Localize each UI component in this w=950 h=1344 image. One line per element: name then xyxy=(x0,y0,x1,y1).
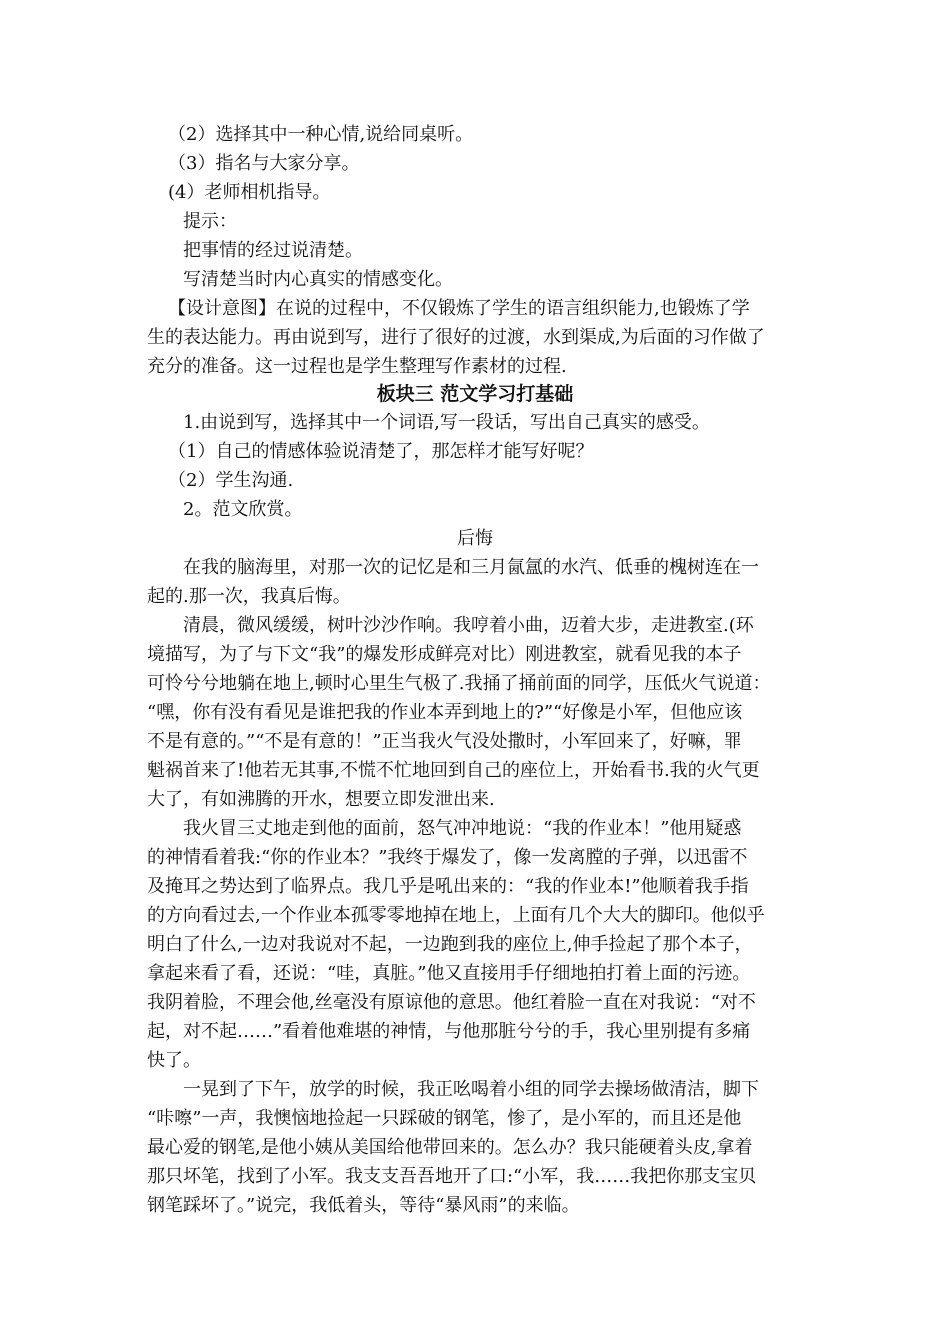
sub-step-1: （1）自己的情感体验说清楚了，那怎样才能写好呢？ xyxy=(168,441,594,462)
essay-paragraph-line: 拿起来看了看，还说：“哇，真脏。”他又直接用手仔细地拍打着上面的污迹。 xyxy=(147,963,751,984)
essay-paragraph-line: 不是有意的。”“不是有意的！”正当我火气没处撒时，小军回来了，好嘛，罪 xyxy=(147,731,742,752)
essay-paragraph-line: 及掩耳之势达到了临界点。我几乎是吼出来的：“我的作业本!”他顺着我手指 xyxy=(147,876,749,897)
essay-paragraph-line: 那只坏笔，找到了小军。我支支吾吾地开了口:“小军，我……我把你那支宝贝 xyxy=(147,1166,757,1187)
essay-paragraph-line: 在我的脑海里，对那一次的记忆是和三月氤氲的水汽、低垂的槐树连在一 xyxy=(183,557,759,578)
essay-paragraph-line: 快了。 xyxy=(147,1050,201,1071)
step-item-4: (4）老师相机指导。 xyxy=(168,182,331,203)
tip-label: 提示： xyxy=(183,211,237,232)
essay-paragraph-line: 清晨，微风缓缓，树叶沙沙作响。我哼着小曲，迈着大步，走进教室.(环 xyxy=(183,615,754,636)
essay-paragraph-line: 魁祸首来了!他若无其事,不慌不忙地回到自己的座位上，开始看书.我的火气更 xyxy=(147,760,760,781)
essay-paragraph-line: 钢笔踩坏了。”说完，我低着头，等待“暴风雨”的来临。 xyxy=(147,1195,580,1216)
design-intent-line: 生的表达能力。再由说到写，进行了很好的过渡，水到渠成,为后面的习作做了 xyxy=(147,327,765,348)
essay-paragraph-line: 一晃到了下午，放学的时候，我正吆喝着小组的同学去操场做清洁，脚下 xyxy=(183,1079,759,1100)
essay-paragraph-line: “嘿，你有没有看见是谁把我的作业本弄到地上的?”“好像是小军，但他应该 xyxy=(147,702,743,723)
step-1: 1.由说到写，选择其中一个词语,写一段话，写出自己真实的感受。 xyxy=(183,412,710,433)
essay-paragraph-line: 起的.那一次，我真后悔。 xyxy=(147,586,351,607)
essay-paragraph-line: “咔嚓”一声，我懊恼地捡起一只踩破的钢笔，惨了，是小军的，而且还是他 xyxy=(147,1108,742,1129)
essay-paragraph-line: 的方向看过去,一个作业本孤零零地掉在地上，上面有几个大大的脚印。他似乎 xyxy=(147,905,765,926)
essay-paragraph-line: 可怜兮兮地躺在地上,顿时心里生气极了.我捅了捅前面的同学，压低火气说道： xyxy=(147,673,771,694)
step-2: 2。范文欣赏。 xyxy=(183,499,303,520)
essay-paragraph-line: 最心爱的钢笔,是他小姨从美国给他带回来的。怎么办？我只能硬着头皮,拿着 xyxy=(147,1137,753,1158)
tip-line: 把事情的经过说清楚。 xyxy=(183,240,363,261)
tip-line: 写清楚当时内心真实的情感变化。 xyxy=(183,269,453,290)
design-intent-line: 充分的准备。这一过程也是学生整理写作素材的过程. xyxy=(147,356,567,377)
step-item-3: （3）指名与大家分享。 xyxy=(168,153,360,174)
essay-paragraph-line: 明白了什么,一边对我说对不起，一边跑到我的座位上,伸手捡起了那个本子， xyxy=(147,934,753,955)
essay-paragraph-line: 我阴着脸，不理会他,丝毫没有原谅他的意思。他红着脸一直在对我说：“对不 xyxy=(147,992,756,1013)
essay-paragraph-line: 境描写，为了与下文“我”的爆发形成鲜亮对比）刚进教室，就看见我的本子 xyxy=(147,644,742,665)
section-heading: 板块三 范文学习打基础 xyxy=(376,383,574,405)
essay-paragraph-line: 我火冒三丈地走到他的面前，怒气冲冲地说：“我的作业本！”他用疑惑 xyxy=(183,818,742,839)
sub-step-2: （2）学生沟通. xyxy=(168,470,294,491)
essay-title: 后悔 xyxy=(457,528,493,549)
essay-paragraph-line: 大了，有如沸腾的开水，想要立即发泄出来. xyxy=(147,789,495,810)
design-intent-line: 【设计意图】在说的过程中，不仅锻炼了学生的语言组织能力,也锻炼了学 xyxy=(168,298,750,319)
step-item-2: （2）选择其中一种心情,说给同桌听。 xyxy=(168,124,474,145)
essay-paragraph-line: 的神情看着我:“你的作业本？”我终于爆发了，像一发离膛的子弹，以迅雷不 xyxy=(147,847,748,868)
essay-paragraph-line: 起，对不起……”看着他难堪的神情，与他那脏兮兮的手，我心里别提有多痛 xyxy=(147,1021,751,1042)
